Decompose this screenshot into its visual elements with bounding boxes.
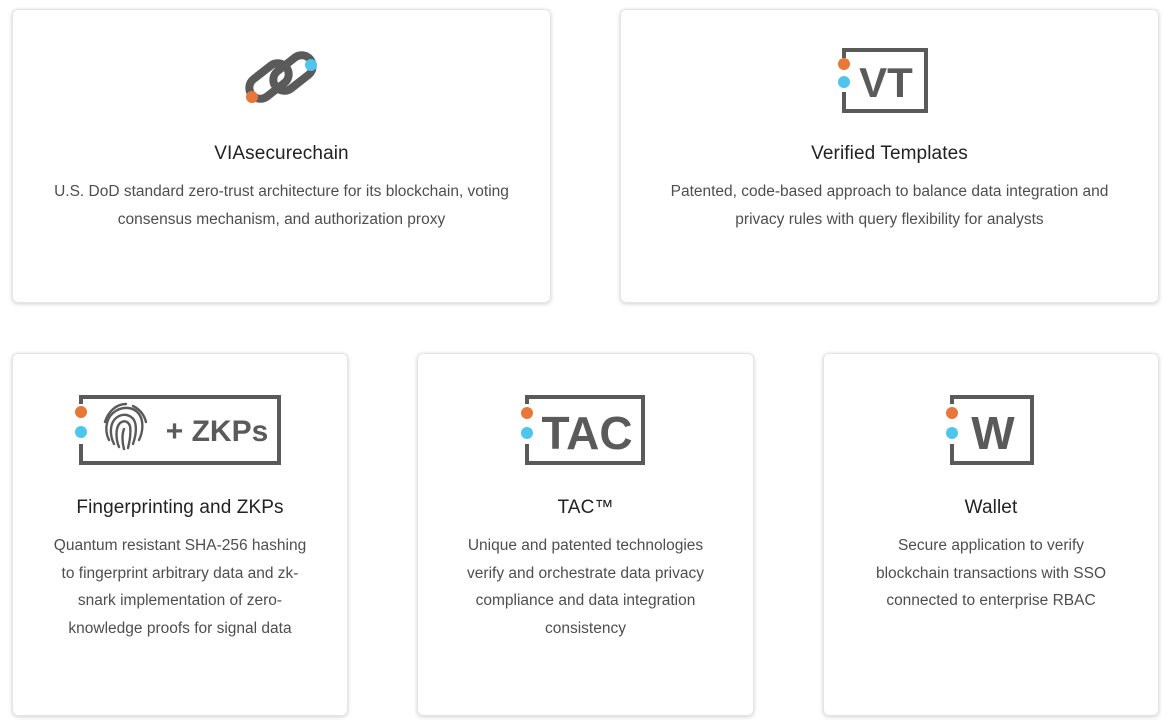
card-description: Secure application to verify blockchain transactions with SSO connected to enterprise RBAC xyxy=(875,537,1107,609)
product-card-viasecurechain xyxy=(12,9,551,303)
product-card-fingerprinting-zkps xyxy=(12,353,348,716)
card-description: Quantum resistant SHA-256 hashing to fingerprint arbitrary data and zk-snark implementation of zero-knowledge proofs for signal data xyxy=(53,537,307,637)
card-title: Wallet xyxy=(964,497,1018,518)
wallet-logo-text: W xyxy=(971,407,1015,459)
card-description: Unique and patented technologies verify and orchestrate data privacy compliance and data integration consistency xyxy=(467,537,704,637)
product-card-wallet xyxy=(823,353,1159,716)
card-title: Fingerprinting and ZKPs xyxy=(76,497,284,518)
tac-logo-text: TAC xyxy=(541,407,633,459)
card-title: TAC™ xyxy=(557,497,614,518)
fingerprint-icon xyxy=(105,404,146,449)
card-title: VIAsecurechain xyxy=(214,143,349,164)
wallet-logo xyxy=(942,392,1038,468)
product-card-verified-templates xyxy=(620,9,1159,303)
vt-logo xyxy=(835,46,931,116)
card-title: Verified Templates xyxy=(811,143,968,164)
card-description: Patented, code-based approach to balance data integration and privacy rules with query flexibility for analysts xyxy=(670,183,1109,228)
fingerprint-zkps-logo xyxy=(71,392,285,468)
vt-logo-text: VT xyxy=(859,59,913,106)
chain-link-icon xyxy=(241,44,321,116)
zkps-logo-text: + ZKPs xyxy=(165,415,269,448)
tac-logo xyxy=(517,392,649,468)
product-card-tac xyxy=(417,353,754,716)
card-description: U.S. DoD standard zero-trust architecture for its blockchain, voting consensus mechanism, and authorization proxy xyxy=(54,183,509,228)
